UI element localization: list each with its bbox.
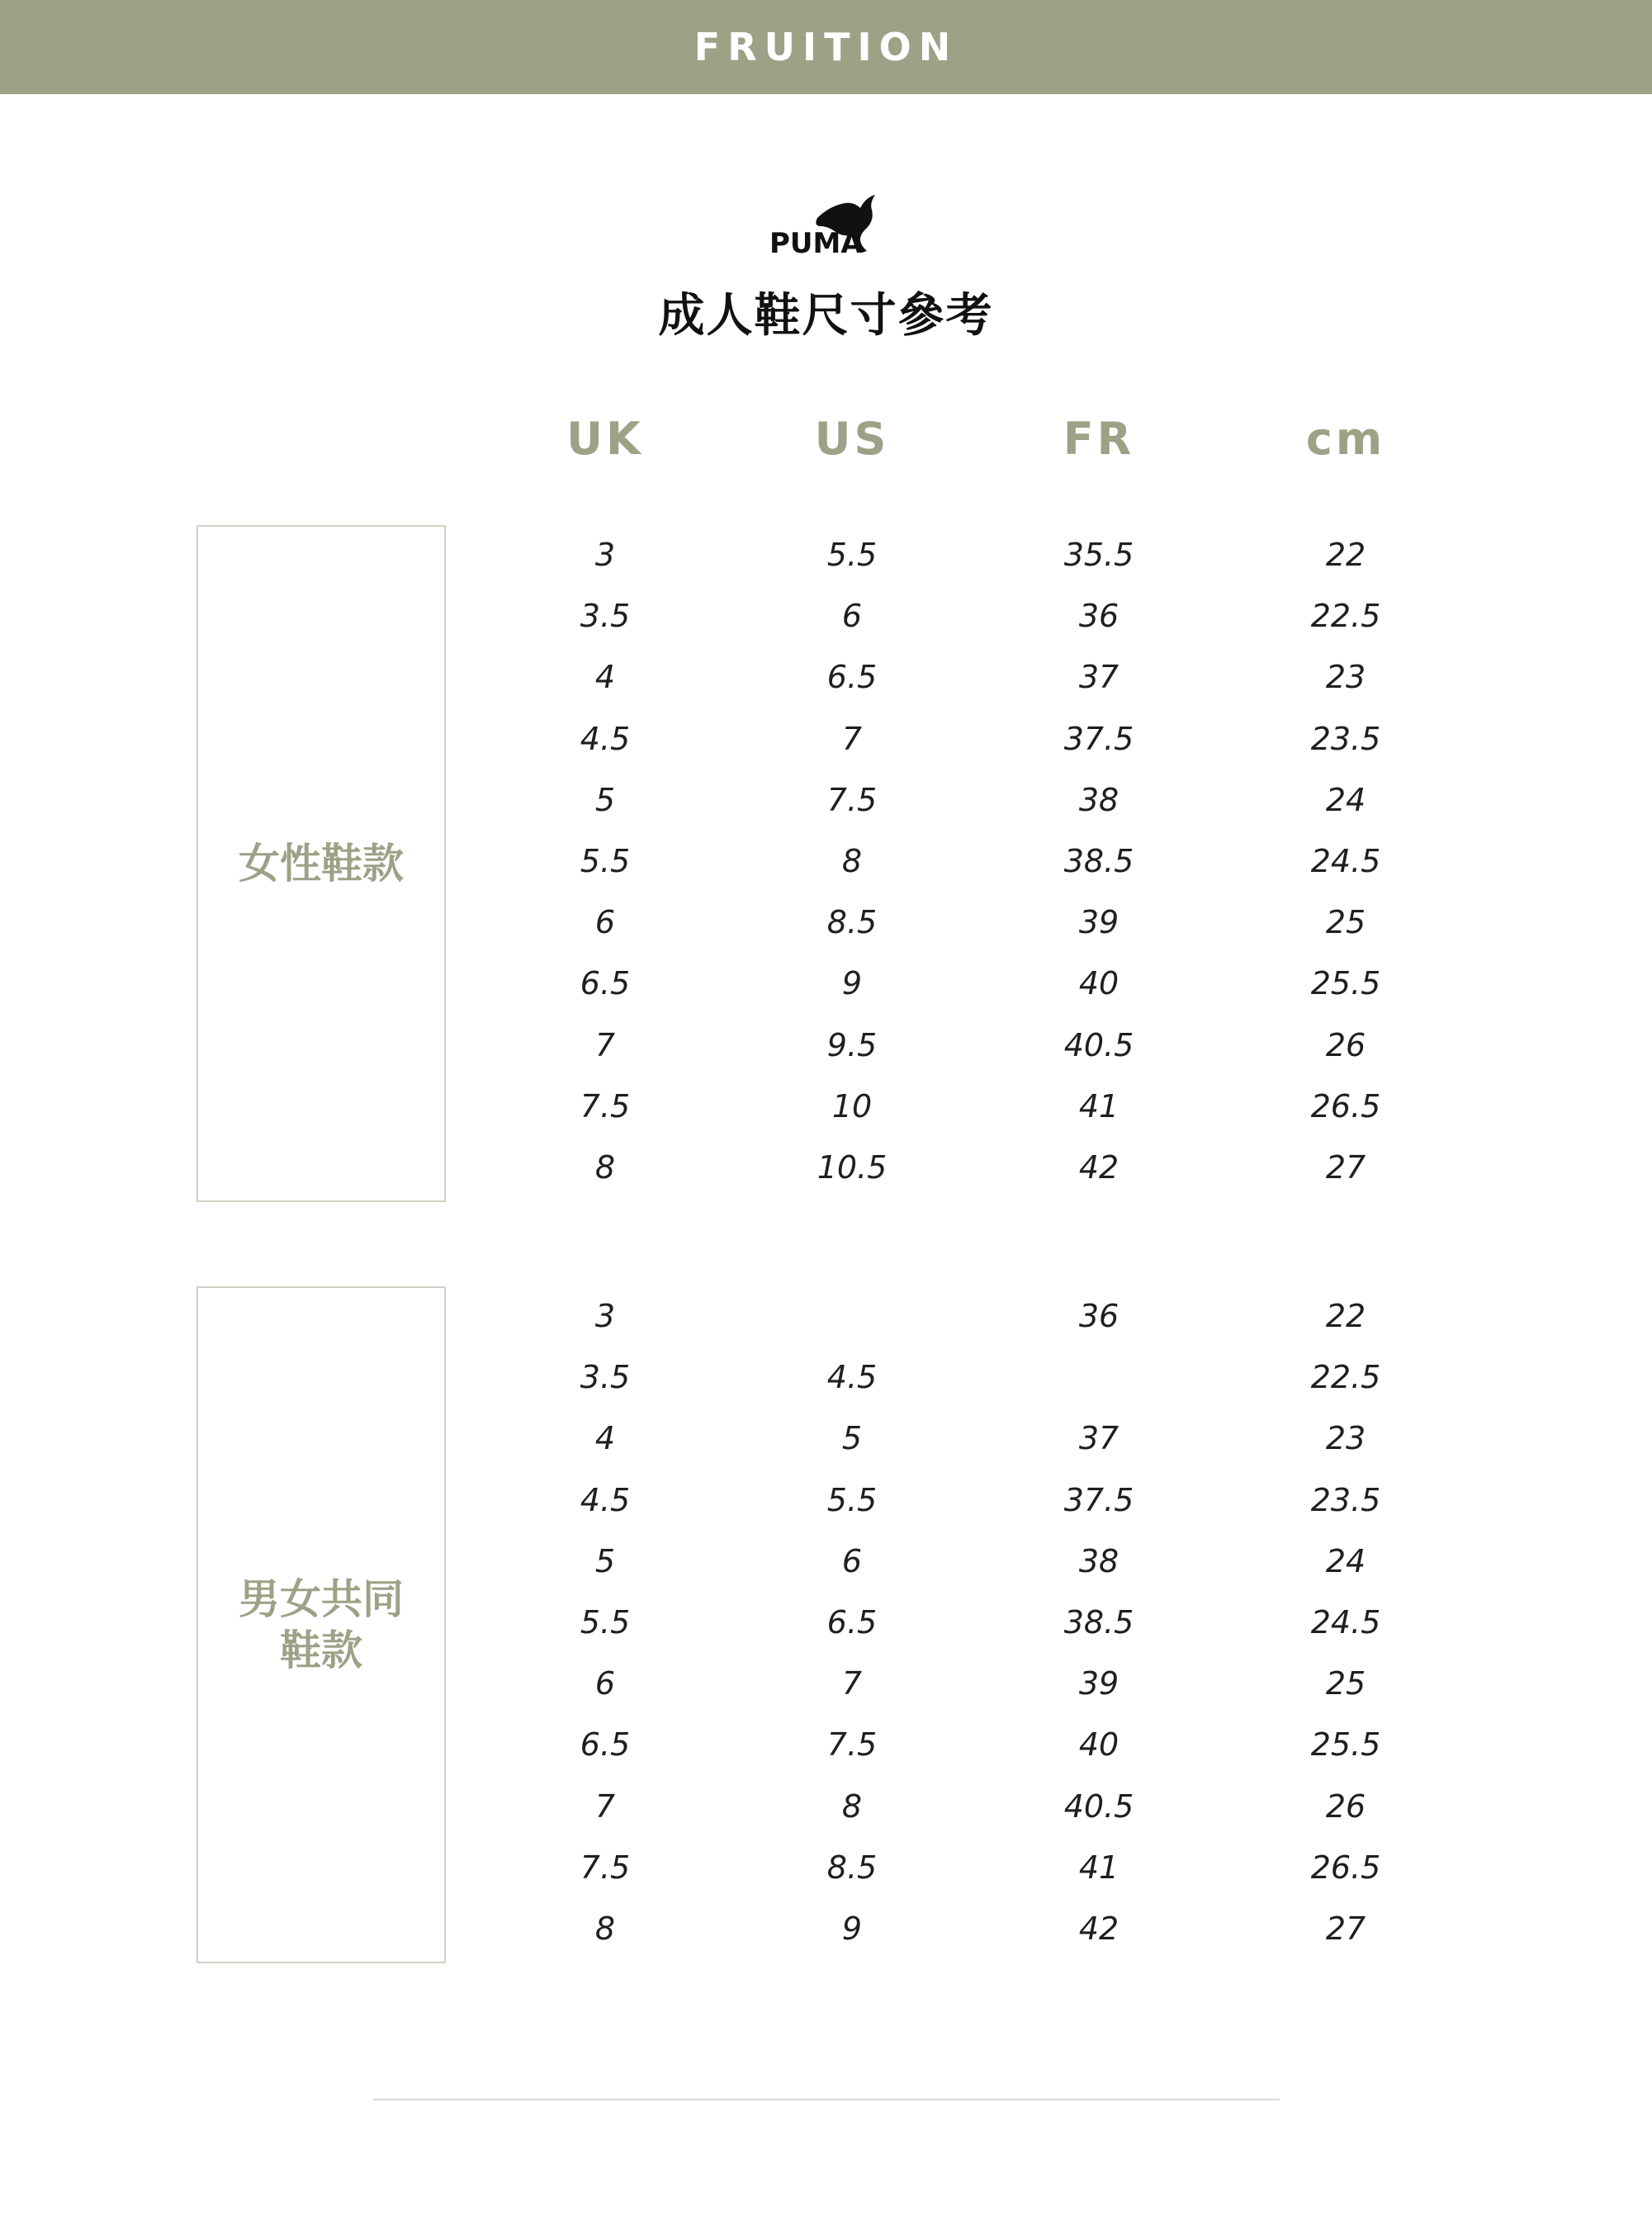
column-header-cm: cm xyxy=(1305,413,1386,465)
page-title: 成人鞋尺寸參考 xyxy=(658,289,994,343)
size-cell-fr: 38.5 xyxy=(1063,843,1134,879)
group-label: 男女共同 鞋款 xyxy=(239,1575,404,1674)
size-cell-fr: 41 xyxy=(1078,1087,1119,1124)
size-cell-us: 5.5 xyxy=(826,1481,878,1518)
size-cell-cm: 24.5 xyxy=(1310,1604,1381,1641)
size-cell-uk: 5.5 xyxy=(580,1604,631,1641)
size-cell-cm: 22 xyxy=(1325,537,1366,573)
top-banner xyxy=(0,0,1652,94)
size-cell-cm: 22 xyxy=(1325,1298,1366,1334)
column-header-uk: UK xyxy=(566,413,644,465)
size-cell-fr: 37.5 xyxy=(1063,1481,1134,1518)
size-cell-us: 7.5 xyxy=(826,781,878,818)
size-cell-uk: 8 xyxy=(594,1149,616,1186)
size-cell-us: 9.5 xyxy=(826,1026,878,1063)
size-cell-cm: 27 xyxy=(1325,1910,1366,1947)
size-cell-uk: 6.5 xyxy=(580,965,631,1002)
size-cell-uk: 6 xyxy=(594,904,616,941)
brand-title: FRUITION xyxy=(693,25,959,69)
size-cell-us: 5.5 xyxy=(826,537,878,573)
size-cell-fr: 37 xyxy=(1078,1420,1119,1457)
size-cell-cm: 25 xyxy=(1325,904,1366,941)
size-cell-cm: 22.5 xyxy=(1310,1359,1381,1396)
size-cell-uk: 3 xyxy=(594,537,616,573)
size-cell-cm: 26.5 xyxy=(1310,1849,1381,1886)
size-cell-fr: 42 xyxy=(1078,1910,1119,1947)
size-cell-fr: 40.5 xyxy=(1063,1787,1134,1825)
size-cell-fr: 37 xyxy=(1078,659,1119,696)
size-cell-uk: 7 xyxy=(594,1026,616,1063)
size-cell-fr: 40 xyxy=(1078,1726,1119,1764)
size-cell-cm: 26 xyxy=(1325,1787,1366,1825)
size-cell-fr: 38 xyxy=(1078,1542,1119,1579)
size-cell-fr: 36 xyxy=(1078,598,1119,635)
size-cell-us: 6.5 xyxy=(826,1604,878,1641)
group-label-box xyxy=(196,1286,446,1963)
size-cell-cm: 23 xyxy=(1325,1420,1366,1457)
size-cell-fr: 36 xyxy=(1078,1298,1119,1334)
size-cell-us: 6 xyxy=(841,598,863,635)
size-cell-us: 10 xyxy=(831,1087,873,1124)
size-cell-us: 9 xyxy=(841,1910,863,1947)
size-cell-fr: 42 xyxy=(1078,1149,1119,1186)
size-cell-uk: 5 xyxy=(594,781,616,818)
size-cell-fr: 40.5 xyxy=(1063,1026,1134,1063)
size-cell-cm: 23 xyxy=(1325,659,1366,696)
group-label-box xyxy=(196,525,446,1202)
size-cell-uk: 7.5 xyxy=(580,1849,631,1886)
size-cell-us: 6.5 xyxy=(826,659,878,696)
size-cell-cm: 27 xyxy=(1325,1149,1366,1186)
size-cell-us: 9 xyxy=(841,965,863,1002)
size-cell-cm: 25.5 xyxy=(1310,1726,1381,1764)
size-cell-us: 7 xyxy=(841,720,863,757)
size-cell-uk: 3 xyxy=(594,1298,616,1334)
size-cell-uk: 3.5 xyxy=(580,598,631,635)
puma-cat-icon xyxy=(769,193,880,254)
size-cell-fr: 37.5 xyxy=(1063,720,1134,757)
size-cell-cm: 24 xyxy=(1325,781,1366,818)
puma-logo xyxy=(769,193,880,254)
size-cell-us: 7.5 xyxy=(826,1726,878,1764)
column-header-us: US xyxy=(814,413,890,465)
size-cell-us: 8 xyxy=(841,1787,863,1825)
size-cell-cm: 26.5 xyxy=(1310,1087,1381,1124)
size-cell-cm: 22.5 xyxy=(1310,598,1381,635)
column-header-fr: FR xyxy=(1063,413,1135,465)
footer-divider xyxy=(373,2099,1280,2100)
size-cell-cm: 24 xyxy=(1325,1542,1366,1579)
size-cell-uk: 4 xyxy=(594,1420,616,1457)
size-cell-fr: 41 xyxy=(1078,1849,1119,1886)
size-cell-cm: 26 xyxy=(1325,1026,1366,1063)
size-cell-fr: 38.5 xyxy=(1063,1604,1134,1641)
puma-wordmark: PUMA xyxy=(769,227,863,254)
size-cell-fr: 39 xyxy=(1078,1665,1119,1702)
size-cell-uk: 4.5 xyxy=(580,1481,631,1518)
size-cell-uk: 7.5 xyxy=(580,1087,631,1124)
size-cell-us: 8.5 xyxy=(826,1849,878,1886)
size-cell-uk: 5.5 xyxy=(580,843,631,879)
size-cell-uk: 6.5 xyxy=(580,1726,631,1764)
size-cell-cm: 23.5 xyxy=(1310,1481,1381,1518)
size-cell-cm: 25 xyxy=(1325,1665,1366,1702)
size-cell-uk: 6 xyxy=(594,1665,616,1702)
size-cell-us: 10.5 xyxy=(817,1149,888,1186)
size-cell-cm: 24.5 xyxy=(1310,843,1381,879)
size-cell-uk: 7 xyxy=(594,1787,616,1825)
size-cell-uk: 8 xyxy=(594,1910,616,1947)
size-cell-uk: 4 xyxy=(594,659,616,696)
size-cell-cm: 23.5 xyxy=(1310,720,1381,757)
size-cell-fr: 39 xyxy=(1078,904,1119,941)
size-cell-fr: 35.5 xyxy=(1063,537,1134,573)
size-cell-fr: 38 xyxy=(1078,781,1119,818)
size-cell-us: 5 xyxy=(841,1420,863,1457)
size-cell-us: 8.5 xyxy=(826,904,878,941)
size-cell-us: 6 xyxy=(841,1542,863,1579)
group-label: 女性鞋款 xyxy=(239,840,404,888)
size-cell-us: 8 xyxy=(841,843,863,879)
size-cell-uk: 3.5 xyxy=(580,1359,631,1396)
size-cell-uk: 5 xyxy=(594,1542,616,1579)
size-cell-uk: 4.5 xyxy=(580,720,631,757)
size-cell-fr: 40 xyxy=(1078,965,1119,1002)
size-cell-us: 7 xyxy=(841,1665,863,1702)
size-cell-us: 4.5 xyxy=(826,1359,878,1396)
size-cell-cm: 25.5 xyxy=(1310,965,1381,1002)
